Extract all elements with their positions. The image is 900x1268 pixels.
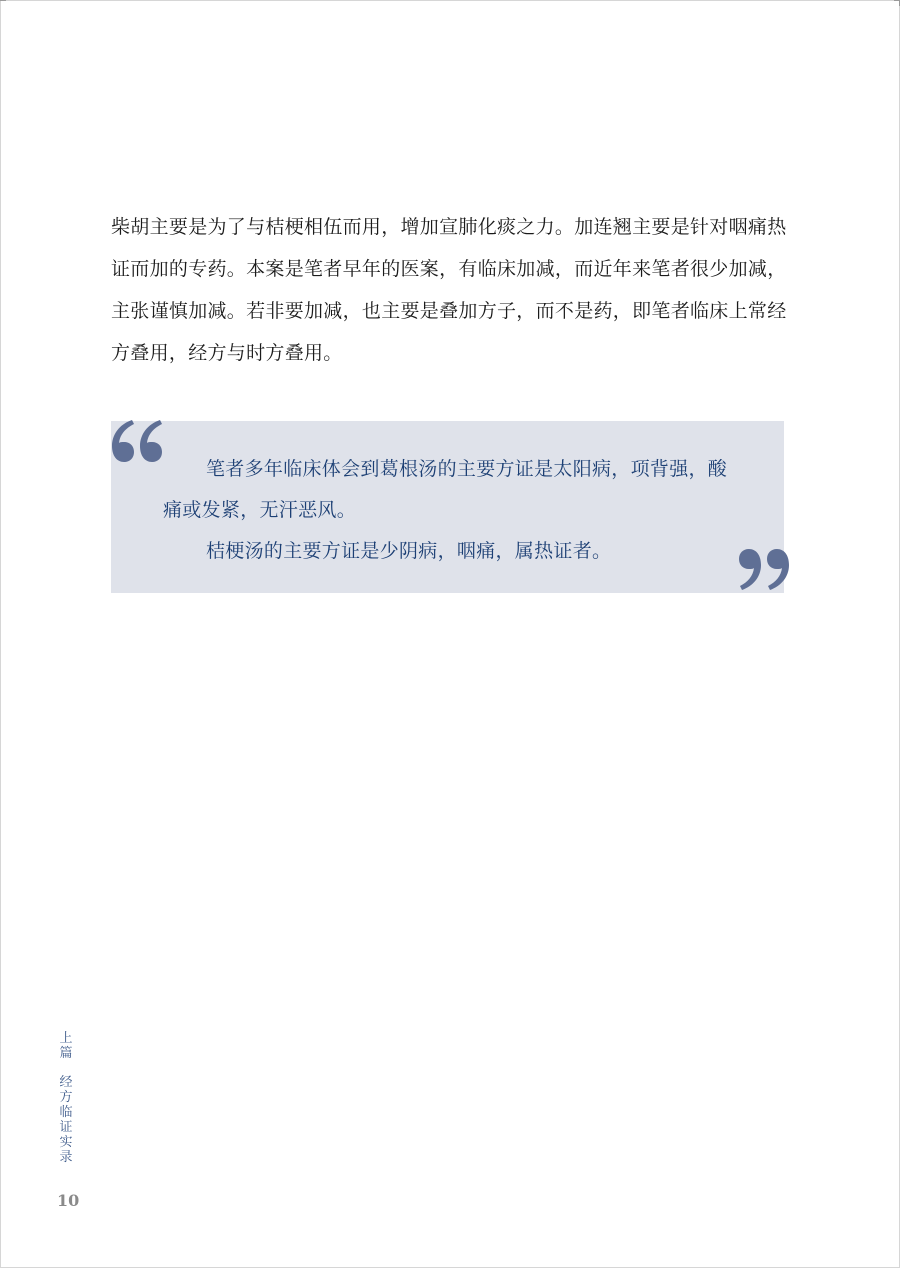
quote-line-2: 痛或发紧，无汗恶风。 bbox=[163, 499, 357, 521]
side-label-title: 经方临证实录 bbox=[59, 1075, 73, 1165]
quote-line-3: 桔梗汤的主要方证是少阴病，咽痛，属热证者。 bbox=[206, 540, 612, 562]
close-quote-icon bbox=[738, 546, 796, 594]
page-number: 10 bbox=[57, 1191, 80, 1210]
quote-line-1: 笔者多年临床体会到葛根汤的主要方证是太阳病，项背强，酸 bbox=[206, 458, 728, 480]
body-paragraph: 柴胡主要是为了与桔梗相伍而用，增加宣肺化痰之力。加连翘主要是针对咽痛热证而加的专药。本案是笔者早年的医案，有临床加减，而近年来笔者很少加减，主张谨慎加减。若非要加减，也主要是叠加方子，而不是药，即笔者临床上常经方叠用，经方与时方叠用。 bbox=[111, 216, 787, 364]
open-quote-icon bbox=[108, 412, 168, 468]
crop-mark-top-left bbox=[0, 0, 6, 1]
side-label-part: 上篇 bbox=[59, 1031, 73, 1061]
